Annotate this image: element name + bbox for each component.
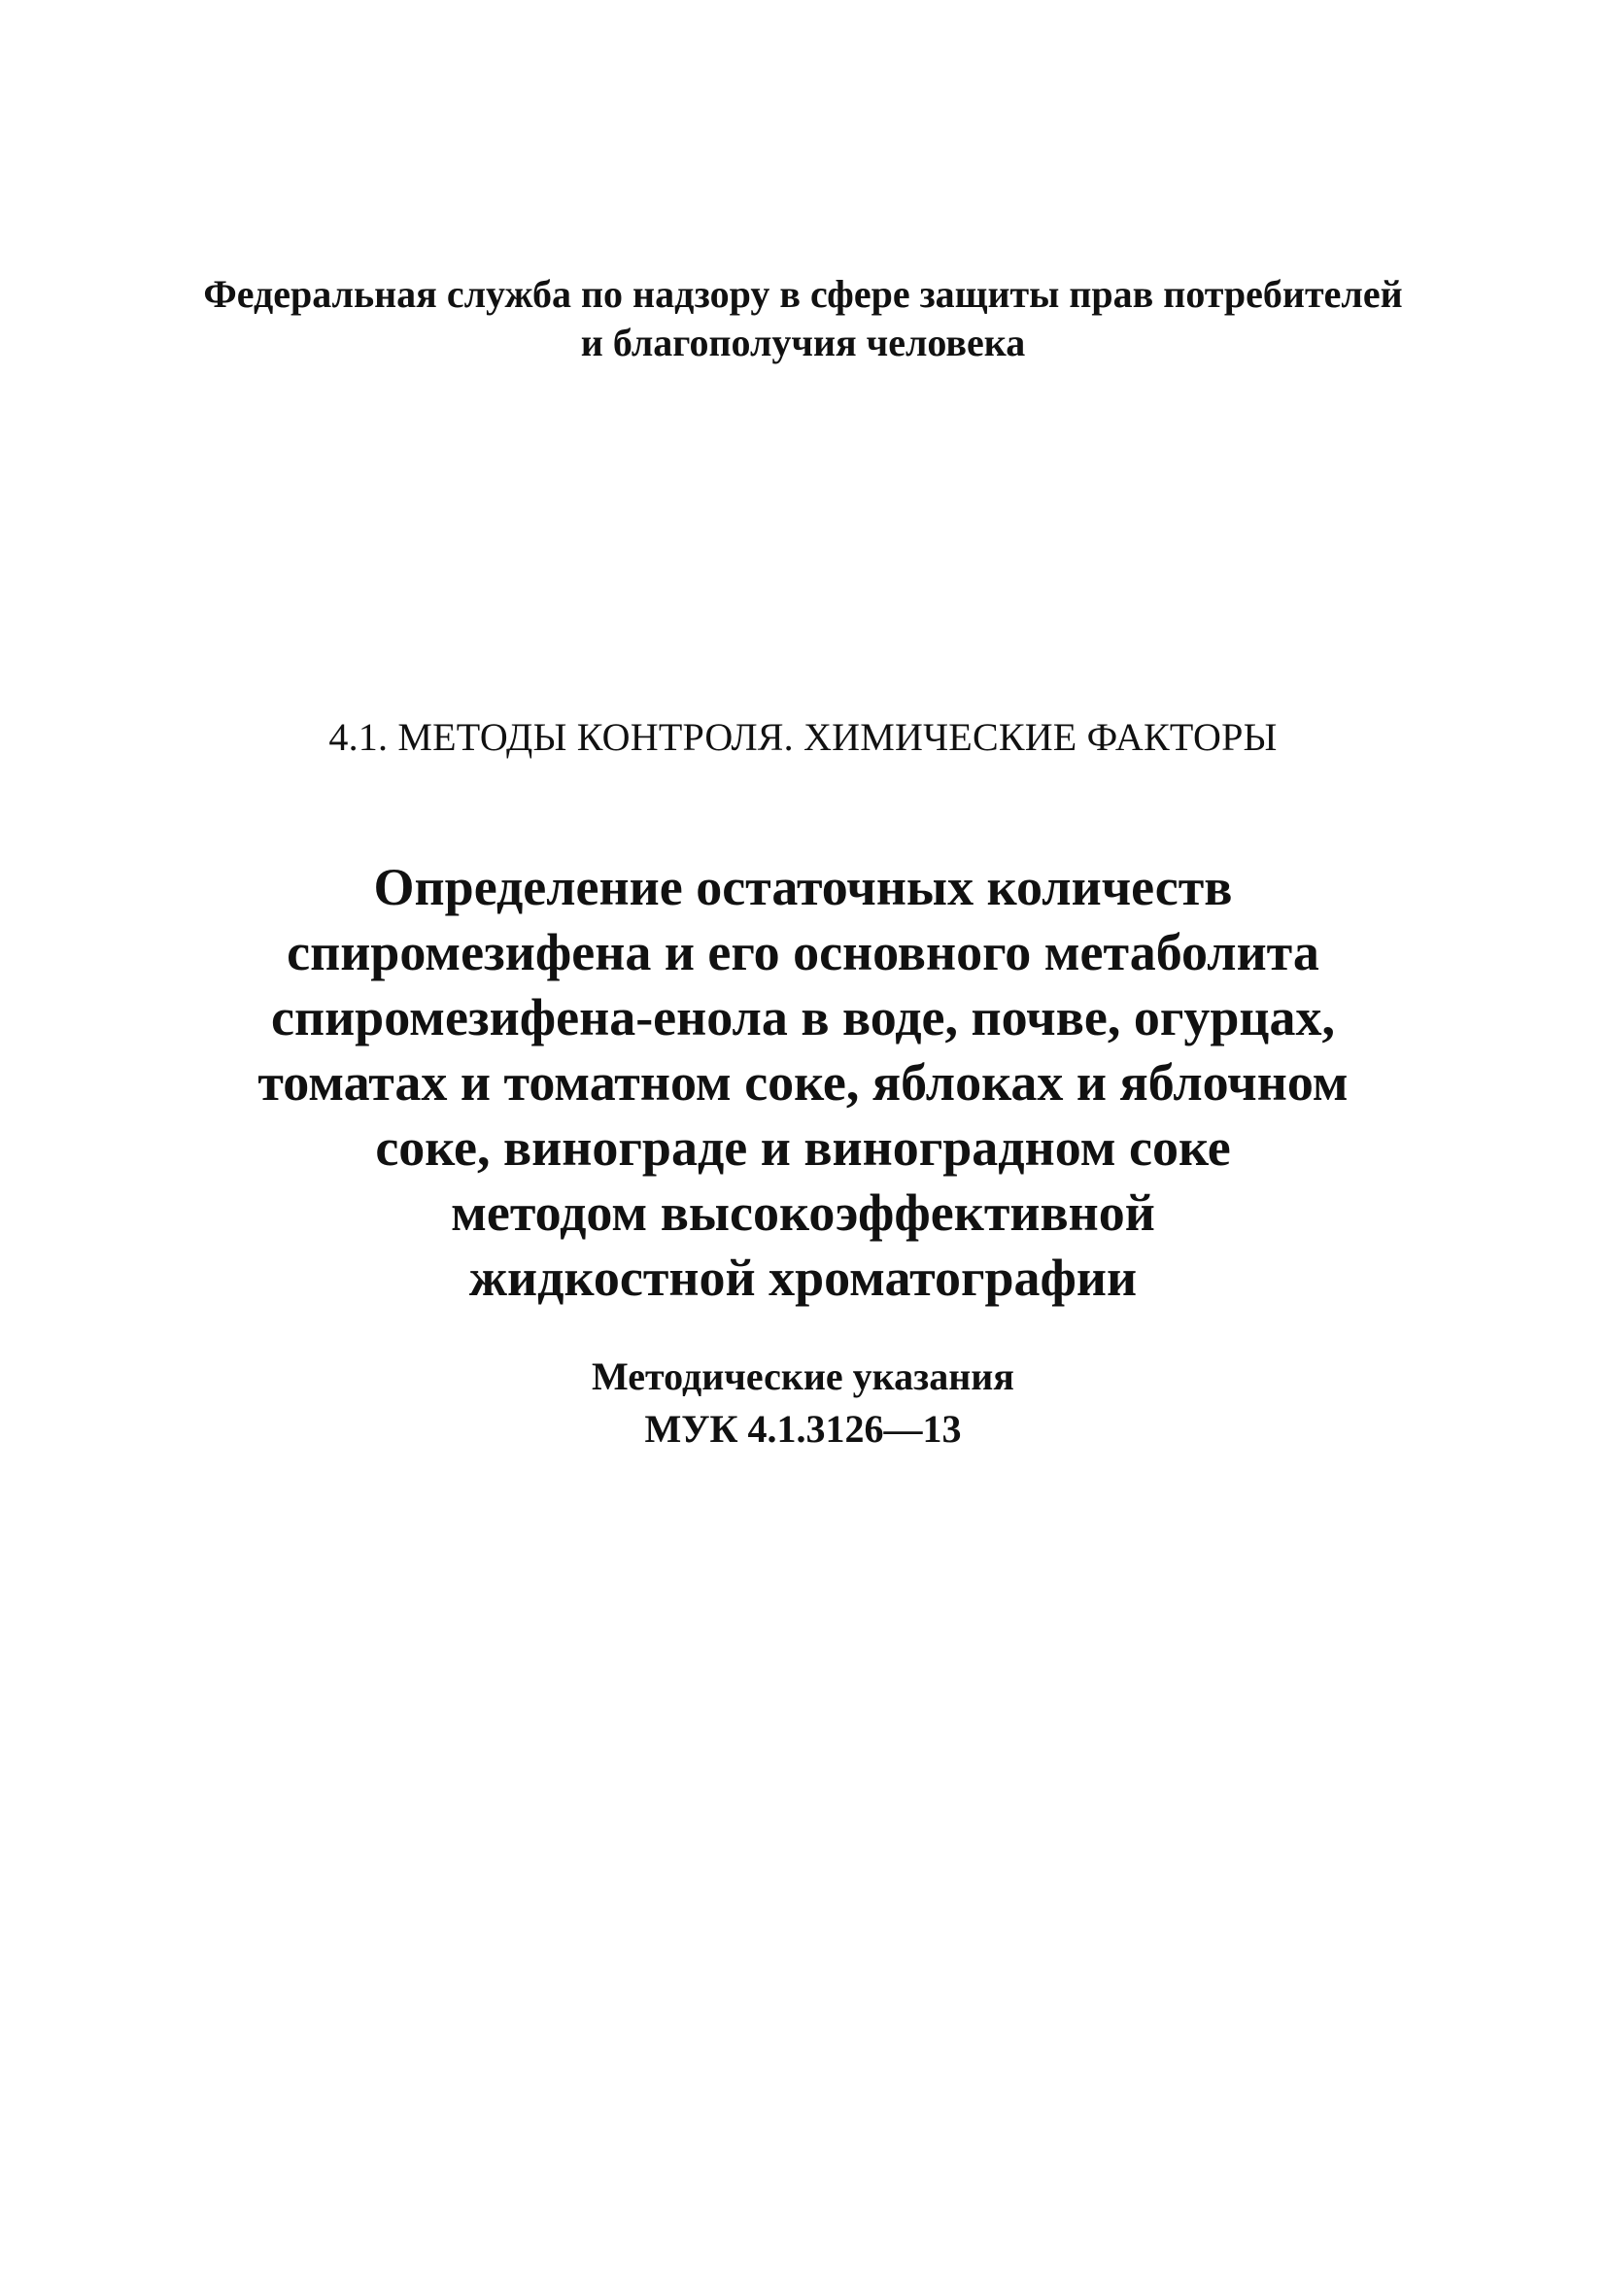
title-line-4: томатах и томатном соке, яблоках и яблочном: [257, 1053, 1349, 1112]
section-heading-text: 4.1. МЕТОДЫ КОНТРОЛЯ. ХИМИЧЕСКИЕ ФАКТОРЫ: [328, 715, 1278, 759]
section-heading: [0, 713, 1606, 762]
agency-name: [0, 270, 1606, 367]
agency-name-line-2: и благополучия человека: [580, 321, 1026, 364]
title-line-2: спиромезифена и его основного метаболита: [287, 923, 1319, 981]
title-line-5: соке, винограде и виноградном соке: [375, 1118, 1231, 1177]
document-code: МУК 4.1.3126—13: [644, 1407, 962, 1451]
document-type: [0, 1351, 1606, 1456]
title-line-3: спиромезифена-енола в воде, почве, огурцах,: [270, 988, 1335, 1046]
title-line-6: методом высокоэффективной: [451, 1183, 1155, 1242]
document-type-label: Методические указания: [592, 1354, 1014, 1398]
agency-name-line-1: Федеральная служба по надзору в сфере защиты прав потребителей: [203, 272, 1403, 316]
title-line-1: Определение остаточных количеств: [373, 858, 1233, 916]
title-line-7: жидкостной хроматографии: [468, 1249, 1138, 1307]
document-title: [0, 855, 1606, 1311]
